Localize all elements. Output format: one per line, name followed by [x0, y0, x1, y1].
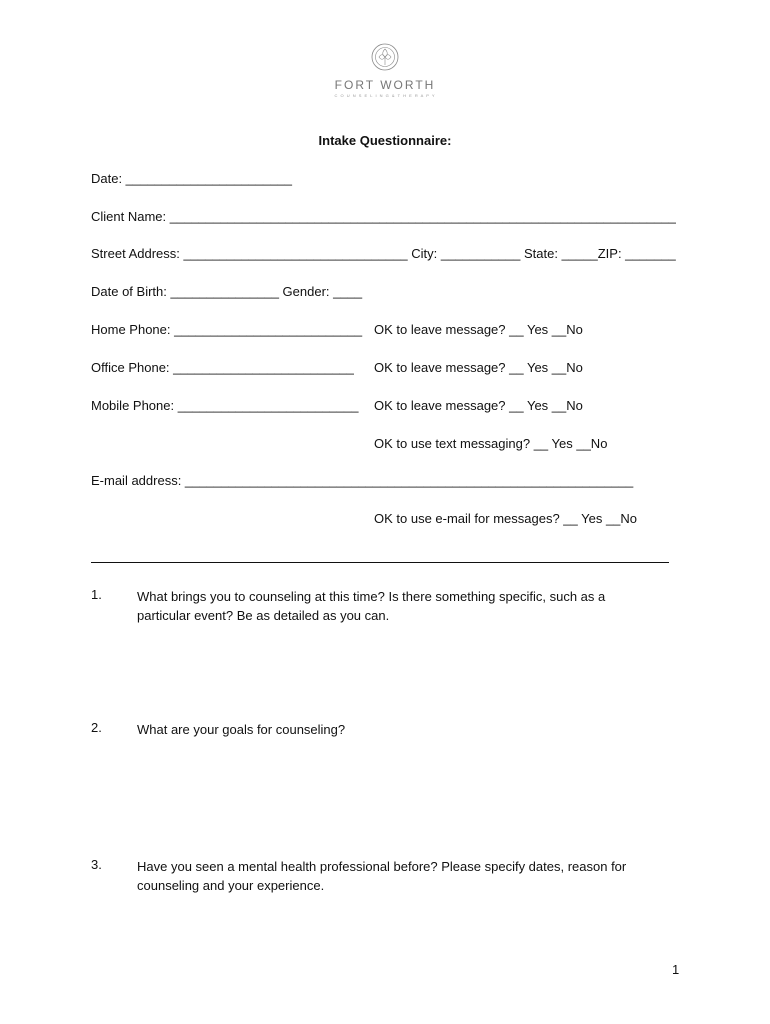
question-text: Have you seen a mental health professional before? Please specify dates, reason for counseling and your experience. — [137, 859, 627, 893]
mobile-phone-field[interactable]: Mobile Phone: _________________________ — [91, 398, 359, 413]
logo-emblem-icon — [370, 42, 400, 72]
question-text: What are your goals for counseling? — [137, 722, 346, 737]
question-number: 3. — [91, 857, 102, 872]
street-address-field[interactable]: Street Address: _______________________________ City: ___________ State: _____ZIP: _______ — [91, 246, 676, 261]
home-message-option[interactable]: OK to leave message? __ Yes __No — [374, 322, 583, 337]
dob-gender-field[interactable]: Date of Birth: _______________ Gender: ____ — [91, 284, 363, 299]
logo-subtitle: C O U N S E L I N G & T H E R A P Y — [334, 93, 436, 98]
question-text: What brings you to counseling at this time? Is there something specific, such as a particular event? Be as detailed as you can. — [137, 589, 606, 623]
email-field[interactable]: E-mail address: ______________________________________________________________ — [91, 473, 634, 488]
question-number: 2. — [91, 720, 102, 735]
page-number: 1 — [672, 962, 680, 977]
logo-name: FORT WORTH — [334, 78, 436, 92]
question-number: 1. — [91, 587, 102, 602]
text-message-option[interactable]: OK to use text messaging? __ Yes __No — [374, 436, 608, 451]
section-divider — [91, 562, 669, 563]
office-message-option[interactable]: OK to leave message? __ Yes __No — [374, 360, 583, 375]
logo — [330, 42, 440, 98]
client-name-field[interactable]: Client Name: ______________________________________________________________________ — [91, 209, 676, 224]
page-title: Intake Questionnaire: — [318, 133, 452, 148]
office-phone-field[interactable]: Office Phone: _________________________ — [91, 360, 354, 375]
mobile-message-option[interactable]: OK to leave message? __ Yes __No — [374, 398, 583, 413]
date-field[interactable]: Date: _______________________ — [91, 171, 292, 186]
email-message-option[interactable]: OK to use e-mail for messages? __ Yes __No — [374, 511, 638, 526]
home-phone-field[interactable]: Home Phone: __________________________ — [91, 322, 363, 337]
